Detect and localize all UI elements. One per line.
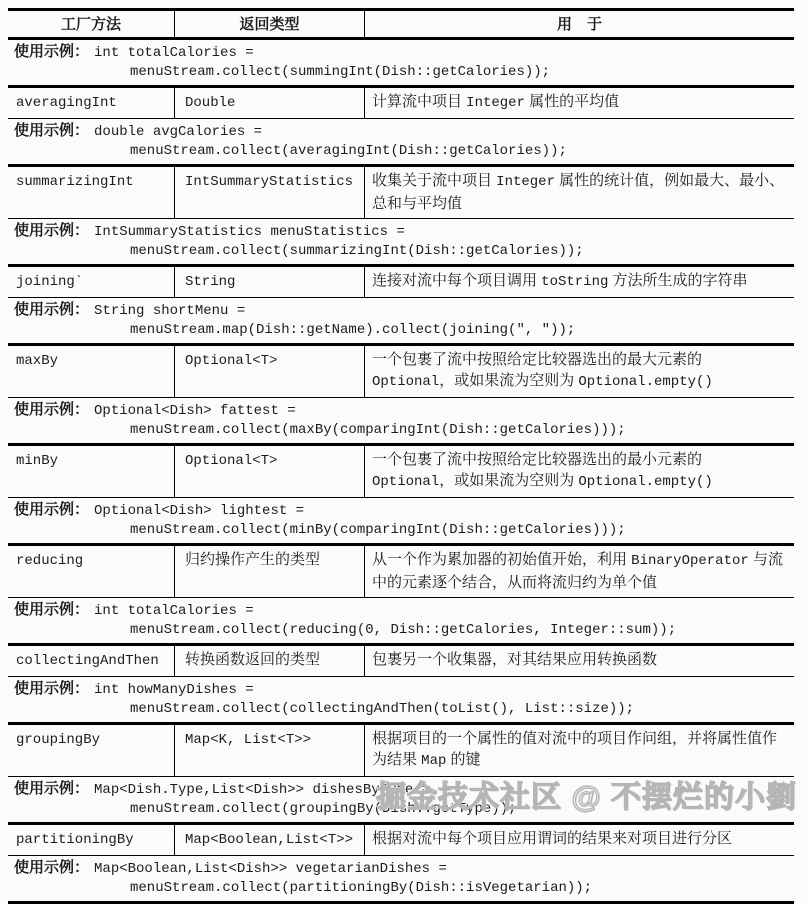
example-code-call: menuStream.map(Dish::getName).collect(joining(", "));	[130, 322, 576, 338]
usage-cell	[365, 446, 794, 497]
example-code-call: menuStream.collect(reducing(0, Dish::getCalories, Integer::sum));	[130, 622, 677, 638]
example-line-2	[14, 620, 794, 639]
usage-example-row	[8, 598, 794, 646]
inline-code: Map	[421, 753, 447, 769]
inline-code: Integer	[466, 95, 525, 111]
return-type-value: 转换函数返回的类型	[185, 651, 321, 668]
table-header-row	[8, 11, 794, 40]
factory-method-name: partitioningBy	[16, 832, 134, 848]
usage-text-segment: 包裹另一个收集器，对其结果应用转换函数	[372, 651, 658, 668]
return-type-value: IntSummaryStatistics	[185, 174, 354, 190]
example-line-1	[14, 401, 794, 420]
return-type-value: Double	[185, 95, 236, 111]
usage-cell	[365, 167, 794, 218]
usage-text-segment: 属性的平均值	[524, 93, 620, 110]
usage-cell	[365, 346, 794, 397]
return-type-value: 归约操作产生的类型	[185, 551, 321, 568]
usage-text-segment: 的键	[446, 751, 481, 768]
example-code-call: menuStream.collect(partitioningBy(Dish::isVegetarian));	[130, 880, 593, 896]
table-row	[8, 446, 794, 498]
return-type-cell	[175, 646, 365, 676]
example-line-2	[14, 878, 794, 897]
example-code-call: menuStream.collect(summingInt(Dish::getCalories));	[130, 64, 551, 80]
return-type-cell	[175, 88, 365, 118]
example-code-call: menuStream.collect(summarizingInt(Dish::getCalories));	[130, 243, 584, 259]
return-type-cell	[175, 267, 365, 297]
example-line-2	[14, 141, 794, 160]
return-type-cell	[175, 725, 365, 776]
example-line-2	[14, 420, 794, 439]
example-line-1	[14, 859, 794, 878]
inline-code: Optional	[372, 474, 440, 490]
table-row	[8, 646, 794, 677]
example-line-1	[14, 301, 794, 320]
usage-example-row	[8, 777, 794, 825]
usage-text-segment: 连接对流中每个项目调用	[372, 272, 542, 289]
factory-method-cell	[8, 725, 175, 776]
factory-method-cell	[8, 346, 175, 397]
example-code-call: menuStream.collect(averagingInt(Dish::getCalories));	[130, 143, 567, 159]
usage-text-segment: 属性的统计值，例如最大、最小、总和与平均值	[372, 172, 785, 212]
usage-text-segment: 计算流中项目	[372, 93, 467, 110]
example-code-declaration: double avgCalories =	[94, 124, 263, 140]
usage-example-label: 使用示例：	[14, 401, 90, 418]
usage-text-segment: 从一个作为累加器的初始值开始，利用	[372, 551, 632, 568]
example-code-declaration: String shortMenu =	[94, 303, 246, 319]
factory-method-name: maxBy	[16, 353, 59, 369]
usage-example-row	[8, 119, 794, 167]
usage-example-label: 使用示例：	[14, 859, 90, 876]
example-line-1	[14, 122, 794, 141]
example-line-1	[14, 680, 794, 699]
factory-method-name: groupingBy	[16, 732, 101, 748]
factory-method-cell	[8, 646, 175, 676]
factory-method-name: collectingAndThen	[16, 653, 159, 669]
return-type-cell	[175, 346, 365, 397]
usage-text-segment: 根据对流中每个项目应用谓词的结果来对项目进行分区	[372, 830, 733, 847]
usage-example-label: 使用示例：	[14, 680, 90, 697]
factory-method-cell	[8, 167, 175, 218]
watermark: 掘金技术社区 @ 不摆烂的小劉	[376, 781, 797, 814]
factory-method-cell	[8, 267, 175, 297]
factory-method-cell	[8, 825, 175, 855]
example-line-1	[14, 501, 794, 520]
factory-method-name: averagingInt	[16, 95, 117, 111]
factory-method-name: minBy	[16, 453, 59, 469]
factory-method-cell	[8, 546, 175, 597]
example-code-declaration: Map<Dish.Type,List<Dish>> dishesByType =	[94, 782, 431, 798]
usage-example-row	[8, 856, 794, 904]
table-row	[8, 825, 794, 856]
usage-text-segment: 一个包裹了流中按照给定比较器选出的最大元素的	[372, 351, 703, 368]
usage-text-segment: ，或如果流为空则为	[439, 472, 579, 489]
inline-code: Optional	[372, 374, 440, 390]
usage-example-label: 使用示例：	[14, 43, 90, 60]
return-type-value: Map<Boolean,List<T>>	[185, 832, 354, 848]
example-line-2	[14, 62, 794, 81]
usage-cell	[365, 267, 794, 297]
usage-text-segment: 一个包裹了流中按照给定比较器选出的最小元素的	[372, 451, 703, 468]
example-code-declaration: int howManyDishes =	[94, 682, 254, 698]
example-line-2	[14, 520, 794, 539]
return-type-value: Optional<T>	[185, 453, 278, 469]
factory-method-cell	[8, 446, 175, 497]
usage-text-segment: ，或如果流为空则为	[439, 372, 579, 389]
table-row	[8, 167, 794, 219]
factory-method-name: joining`	[16, 274, 84, 290]
usage-example-row	[8, 298, 794, 346]
example-code-declaration: Map<Boolean,List<Dish>> vegetarianDishes =	[94, 861, 447, 877]
table-body	[8, 40, 794, 904]
return-type-value: Map<K, List<T>>	[185, 732, 312, 748]
example-line-2	[14, 799, 794, 818]
example-line-2	[14, 241, 794, 260]
factory-method-cell	[8, 88, 175, 118]
usage-example-row	[8, 398, 794, 446]
example-code-declaration: IntSummaryStatistics menuStatistics =	[94, 224, 405, 240]
usage-example-label: 使用示例：	[14, 122, 90, 139]
usage-example-label: 使用示例：	[14, 780, 90, 797]
example-line-1	[14, 222, 794, 241]
example-code-declaration: Optional<Dish> lightest =	[94, 503, 305, 519]
inline-code: BinaryOperator	[631, 553, 749, 569]
inline-code: toString	[541, 274, 609, 290]
example-line-2	[14, 699, 794, 718]
inline-code: Integer	[496, 174, 555, 190]
table-row	[8, 267, 794, 298]
example-code-declaration: Optional<Dish> fattest =	[94, 403, 296, 419]
collectors-factory-table	[8, 8, 794, 904]
example-code-call: menuStream.collect(minBy(comparingInt(Dish::getCalories)));	[130, 522, 626, 538]
usage-text-segment: 与流中的元素逐个结合，从而将流归约为单个值	[372, 551, 783, 591]
return-type-cell	[175, 446, 365, 497]
example-code-call: menuStream.collect(collectingAndThen(toList(), List::size));	[130, 701, 635, 717]
factory-method-name: reducing	[16, 553, 84, 569]
return-type-cell	[175, 825, 365, 855]
usage-cell	[365, 88, 794, 118]
header-factory-method: 工厂方法	[8, 11, 175, 37]
usage-cell	[365, 546, 794, 597]
inline-code: Optional.empty()	[578, 374, 713, 390]
usage-cell	[365, 725, 794, 776]
return-type-value: Optional<T>	[185, 353, 278, 369]
table-row	[8, 346, 794, 398]
example-code-call: menuStream.collect(groupingBy(Dish::getType));	[130, 801, 517, 817]
header-usage: 用 于	[556, 16, 602, 33]
example-line-1	[14, 43, 794, 62]
table-row	[8, 88, 794, 119]
usage-example-row	[8, 498, 794, 546]
usage-example-row	[8, 219, 794, 267]
example-line-1	[14, 601, 794, 620]
example-code-declaration: int totalCalories =	[94, 45, 254, 61]
table-row	[8, 725, 794, 777]
table-row	[8, 546, 794, 598]
return-type-value: String	[185, 274, 236, 290]
factory-method-name: summarizingInt	[16, 174, 134, 190]
header-return-type: 返回类型	[175, 11, 365, 37]
example-line-2	[14, 320, 794, 339]
usage-example-row	[8, 40, 794, 88]
usage-text-segment: 方法所生成的字符串	[608, 272, 748, 289]
inline-code: Optional.empty()	[578, 474, 713, 490]
return-type-cell	[175, 546, 365, 597]
usage-example-label: 使用示例：	[14, 301, 90, 318]
usage-example-row	[8, 677, 794, 725]
return-type-cell	[175, 167, 365, 218]
usage-text-segment: 收集关于流中项目	[372, 172, 497, 189]
example-line-1	[14, 780, 794, 799]
usage-cell	[365, 646, 794, 676]
example-code-declaration: int totalCalories =	[94, 603, 254, 619]
example-code-call: menuStream.collect(maxBy(comparingInt(Dish::getCalories)));	[130, 422, 626, 438]
usage-text-segment: 根据项目的一个属性的值对流中的项目作问组，并将属性值作为结果	[372, 730, 778, 768]
usage-example-label: 使用示例：	[14, 222, 90, 239]
usage-cell	[365, 825, 794, 855]
usage-example-label: 使用示例：	[14, 501, 90, 518]
usage-example-label: 使用示例：	[14, 601, 90, 618]
